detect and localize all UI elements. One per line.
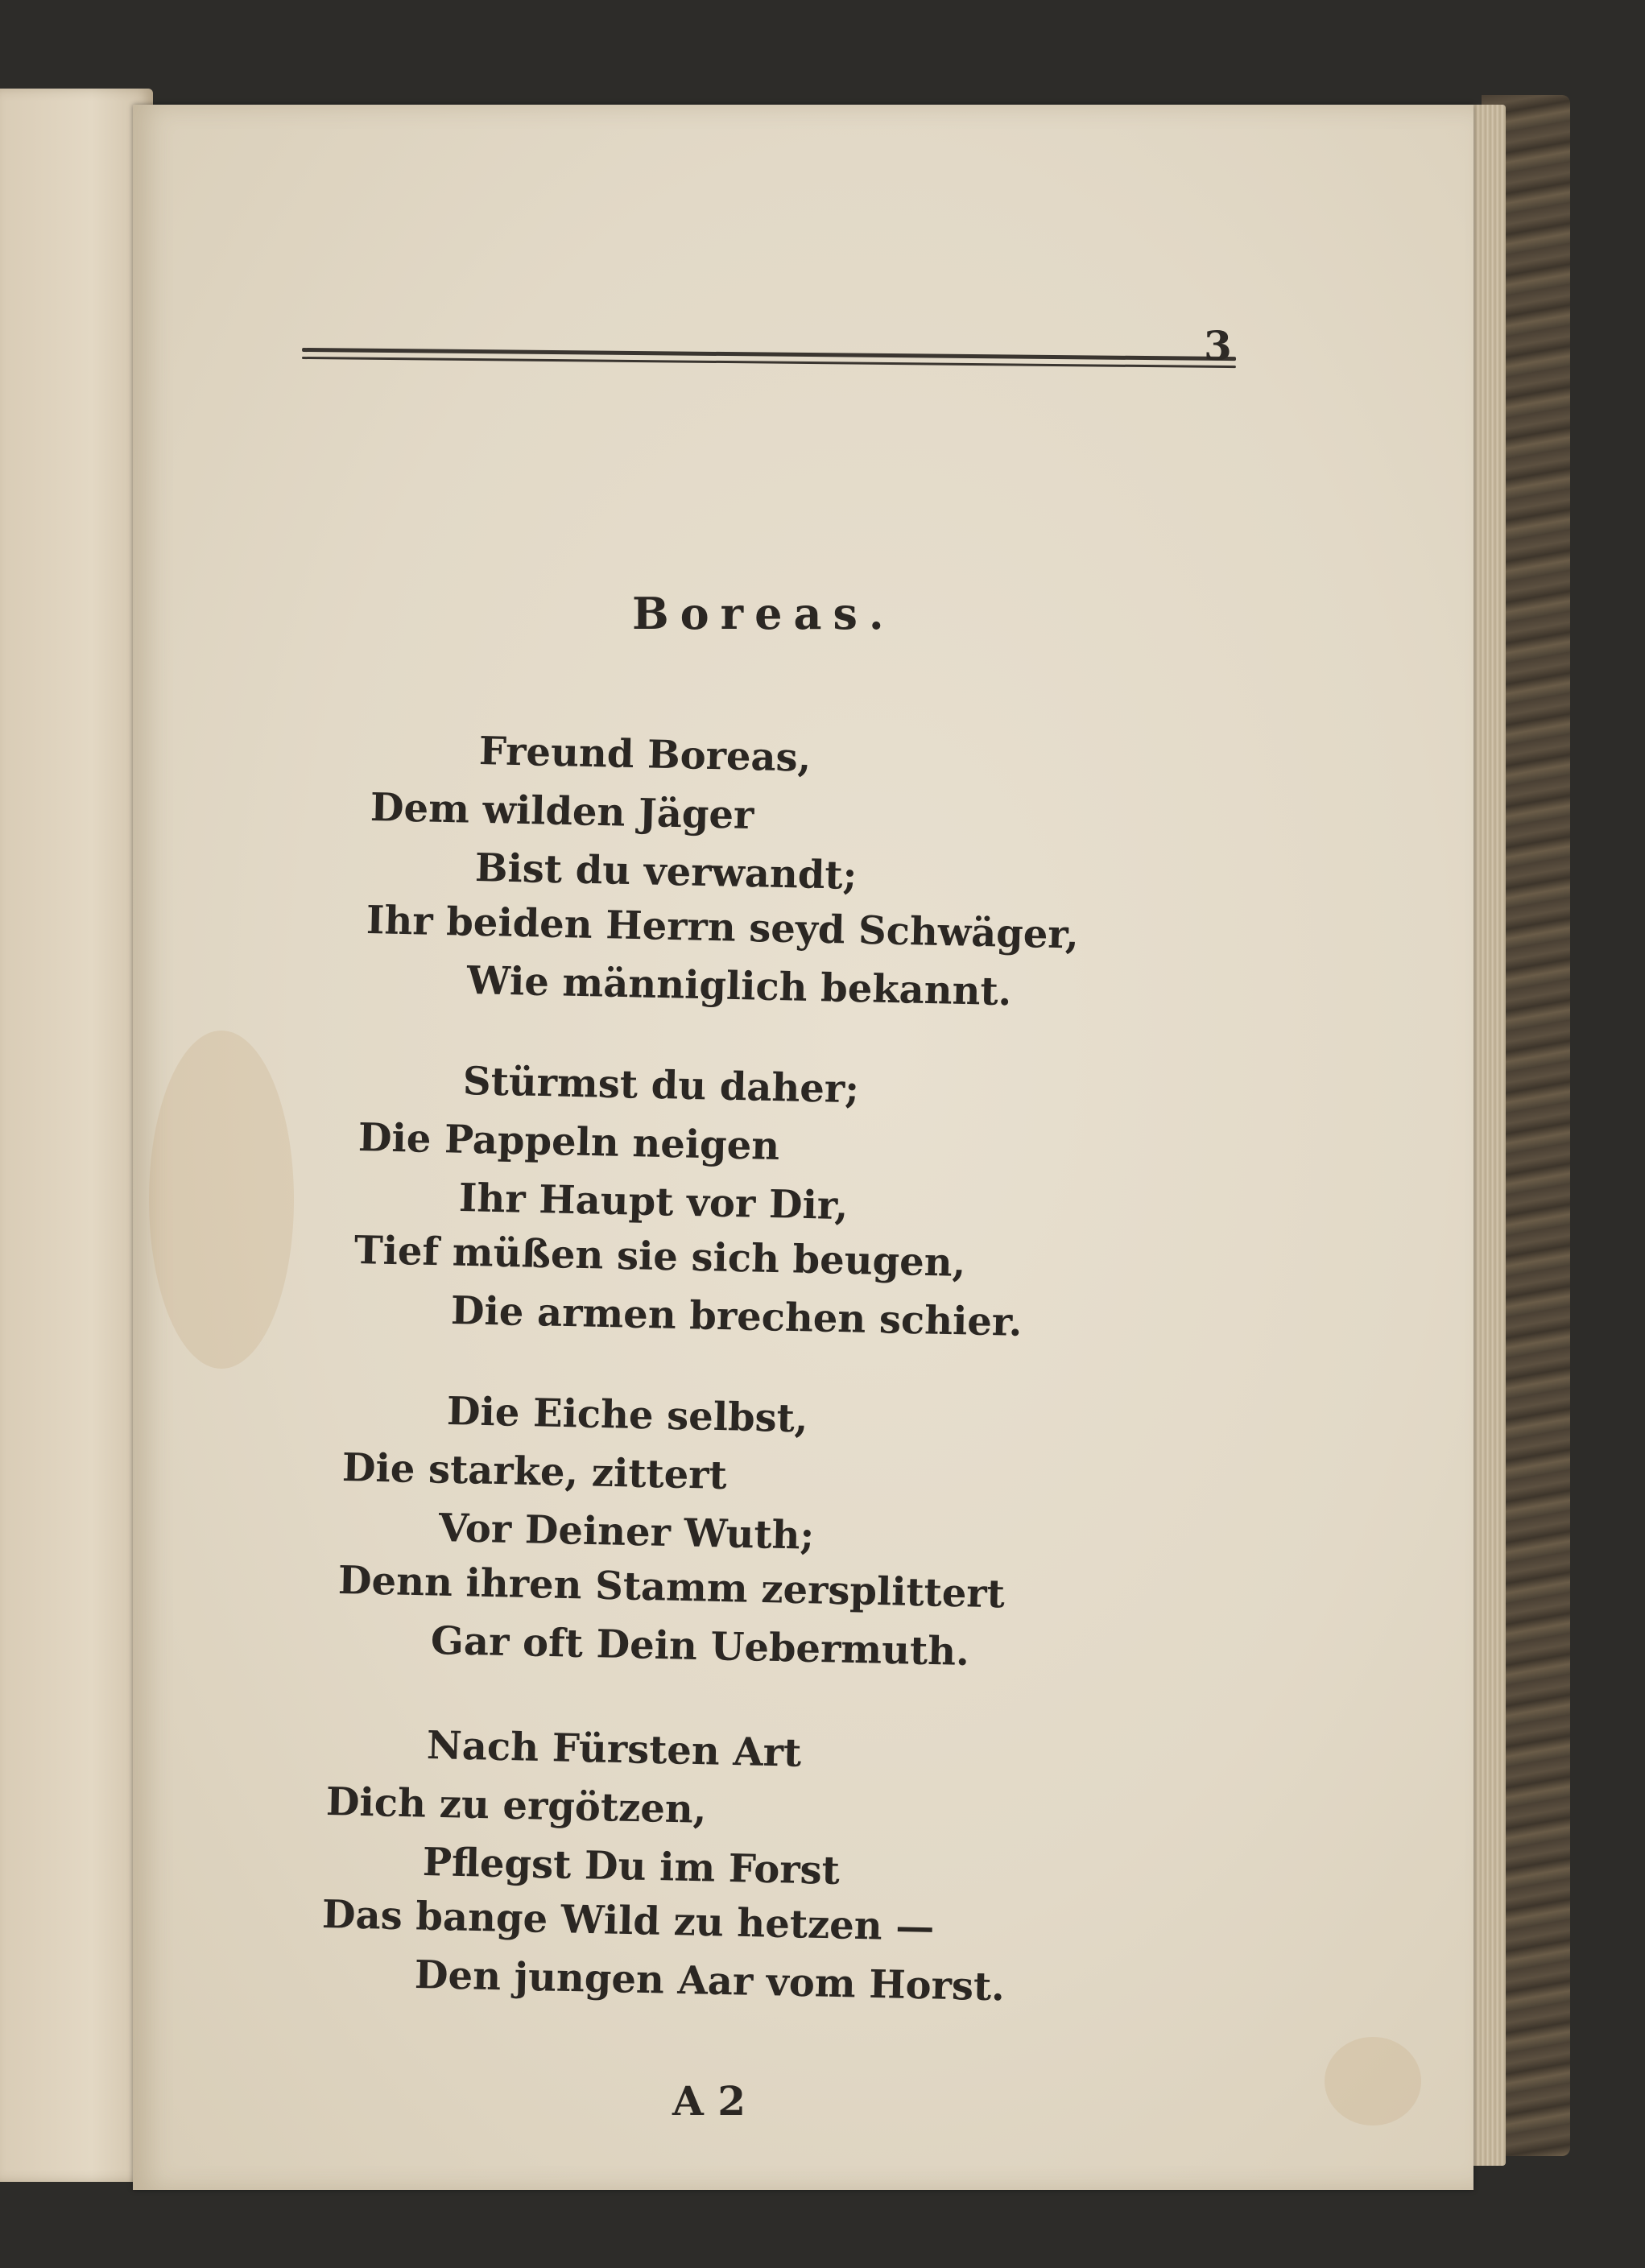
poem-title: Boreas. <box>632 588 895 639</box>
verse-line: Dem wilden Jäger <box>370 785 754 838</box>
verse-line: Vor Deiner Wuth; <box>438 1506 815 1559</box>
page-stain <box>1325 2037 1421 2125</box>
verse-line: Pflegst Du im Forst <box>422 1840 841 1894</box>
verse-line: Gar oft Dein Uebermuth. <box>430 1618 970 1675</box>
verse-line: Denn ihren Stamm zersplittert <box>337 1558 1006 1617</box>
verse-line: Die starke, zittert <box>341 1445 728 1498</box>
verse-line: Dich zu ergötzen, <box>325 1779 708 1832</box>
verse-line: Freund Boreas, <box>478 729 812 781</box>
signature-mark: A 2 <box>672 2077 746 2125</box>
verse-line: Den jungen Aar vom Horst. <box>414 1952 1006 2010</box>
verse-line: Die Eiche selbst, <box>446 1389 809 1442</box>
verse-line: Nach Fürsten Art <box>426 1723 802 1776</box>
verse-line: Bist du verwandt; <box>474 845 858 899</box>
facing-page <box>0 89 153 2182</box>
verse-line: Wie männiglich bekannt. <box>466 958 1012 1015</box>
verse-line: Ihr beiden Herrn seyd Schwäger, <box>366 898 1080 958</box>
verse-line: Die Pappeln neigen <box>358 1115 780 1169</box>
verse-line: Das bange Wild zu hetzen — <box>321 1892 935 1950</box>
verse-line: Ihr Haupt vor Dir, <box>458 1175 849 1229</box>
verse-line: Stürmst du daher; <box>462 1059 860 1113</box>
page-number: 3 <box>1204 322 1232 370</box>
verse-line: Die armen brechen schier. <box>450 1288 1023 1345</box>
page-stain <box>149 1031 294 1369</box>
verse-line: Tief müßen sie sich beugen, <box>353 1228 966 1286</box>
